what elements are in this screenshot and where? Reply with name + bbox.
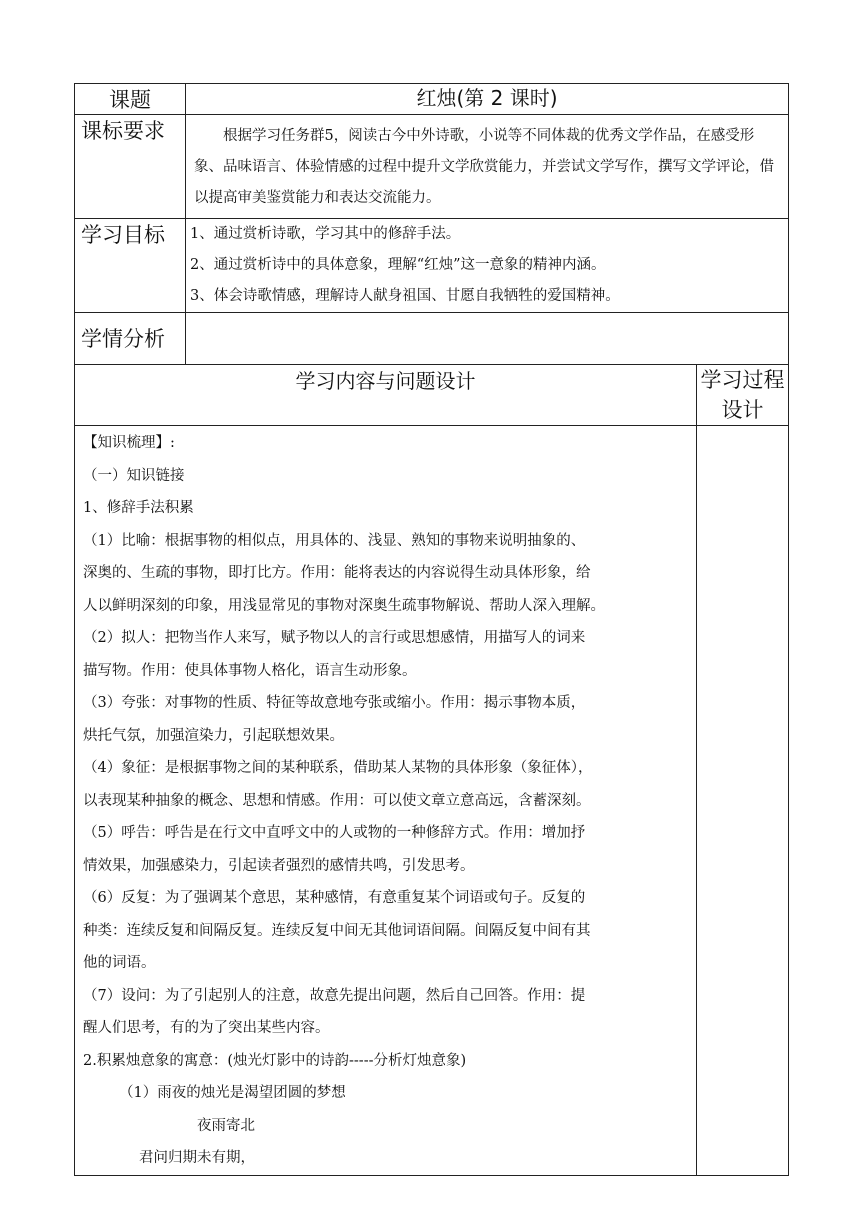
content-line: 描写物。作用：使具体事物人格化，语言生动形象。 [83, 662, 417, 679]
content-line: 情效果，加强感染力，引起读者强烈的感情共鸣，引发思考。 [83, 857, 475, 874]
content-line: 2.积累烛意象的寓意：(烛光灯影中的诗韵-----分析灯烛意象) [83, 1052, 467, 1069]
standards-text: 根据学习任务群5，阅读古今中外诗歌，小说等不同体裁的优秀文学作品，在感受形象、品味语言、体验情感的过程中提升文学欣赏能力，并尝试文学写作，撰写文学评论，借以提高审美鉴赏能力和表达交流能力。 [186, 115, 789, 219]
content-line: （1）雨夜的烛光是渴望团圆的梦想 [119, 1085, 346, 1101]
process-column [697, 426, 789, 1176]
topic-title: 红烛(第 2 课时) [186, 84, 789, 115]
objective-item: 3、体会诗歌情感，理解诗人献身祖国、甘愿自我牺牲的爱国精神。 [190, 288, 620, 304]
content-line: （4）象征：是根据事物之间的某种联系，借助某人某物的具体形象（象征体）， [83, 760, 593, 776]
content-line: （1）比喻：根据事物的相似点，用具体的、浅显、熟知的事物来说明抽象的、 [83, 532, 586, 549]
objective-item: 2、通过赏析诗中的具体意象，理解“红烛”这一意象的精神内涵。 [190, 257, 606, 273]
content-line: 深奥的、生疏的事物，即打比方。作用：能将表达的内容说得生动具体形象，给 [83, 565, 591, 581]
content-line: 醒人们思考，有的为了突出某些内容。 [83, 1020, 330, 1036]
topic-label: 课题 [75, 84, 186, 115]
content-line: 以表现某种抽象的概念、思想和情感。作用：可以使文章立意高远，含蓄深刻。 [83, 792, 591, 809]
lesson-plan-table [74, 83, 789, 1176]
analysis-text [186, 313, 789, 365]
content-line: （7）设问：为了引起别人的注意，故意先提出问题，然后自己回答。作用：提 [83, 987, 586, 1004]
poem-line: 君问归期未有期， [139, 1150, 255, 1166]
content-line: （3）夸张：对事物的性质、特征等故意地夸张或缩小。作用：揭示事物本质， [83, 695, 586, 711]
poem-title: 夜雨寄北 [197, 1117, 255, 1134]
content-line: 他的词语。 [83, 955, 156, 971]
content-line: （5）呼告：呼告是在行文中直呼文中的人或物的一种修辞方式。作用：增加抒 [83, 825, 586, 841]
analysis-label: 学情分析 [75, 313, 186, 365]
objective-item: 1、通过赏析诗歌，学习其中的修辞手法。 [190, 226, 461, 242]
content-line: （6）反复：为了强调某个意思，某种感情，有意重复某个词语或句子。反复的 [83, 890, 586, 906]
content-line: 【知识梳理】: [83, 435, 175, 451]
content-line: （一）知识链接 [83, 467, 185, 484]
content-line: 人以鲜明深刻的印象，用浅显常见的事物对深奥生疏事物解说、帮助人深入理解。 [83, 597, 605, 614]
content-line: 烘托气氛，加强渲染力，引起联想效果。 [83, 727, 344, 744]
standards-label: 课标要求 [75, 115, 186, 219]
content-line: 种类：连续反复和间隔反复。连续反复中间无其他词语间隔。间隔反复中间有其 [83, 922, 591, 939]
content-body [75, 426, 697, 1176]
content-heading: 学习内容与问题设计 [75, 365, 697, 426]
process-heading: 学习过程设计 [697, 365, 789, 426]
content-line: 1、修辞手法积累 [83, 500, 194, 516]
objectives-label: 学习目标 [75, 219, 186, 313]
content-line: （2）拟人：把物当作人来写，赋予物以人的言行或思想感情，用描写人的词来 [83, 630, 586, 646]
objectives-list [186, 219, 789, 313]
